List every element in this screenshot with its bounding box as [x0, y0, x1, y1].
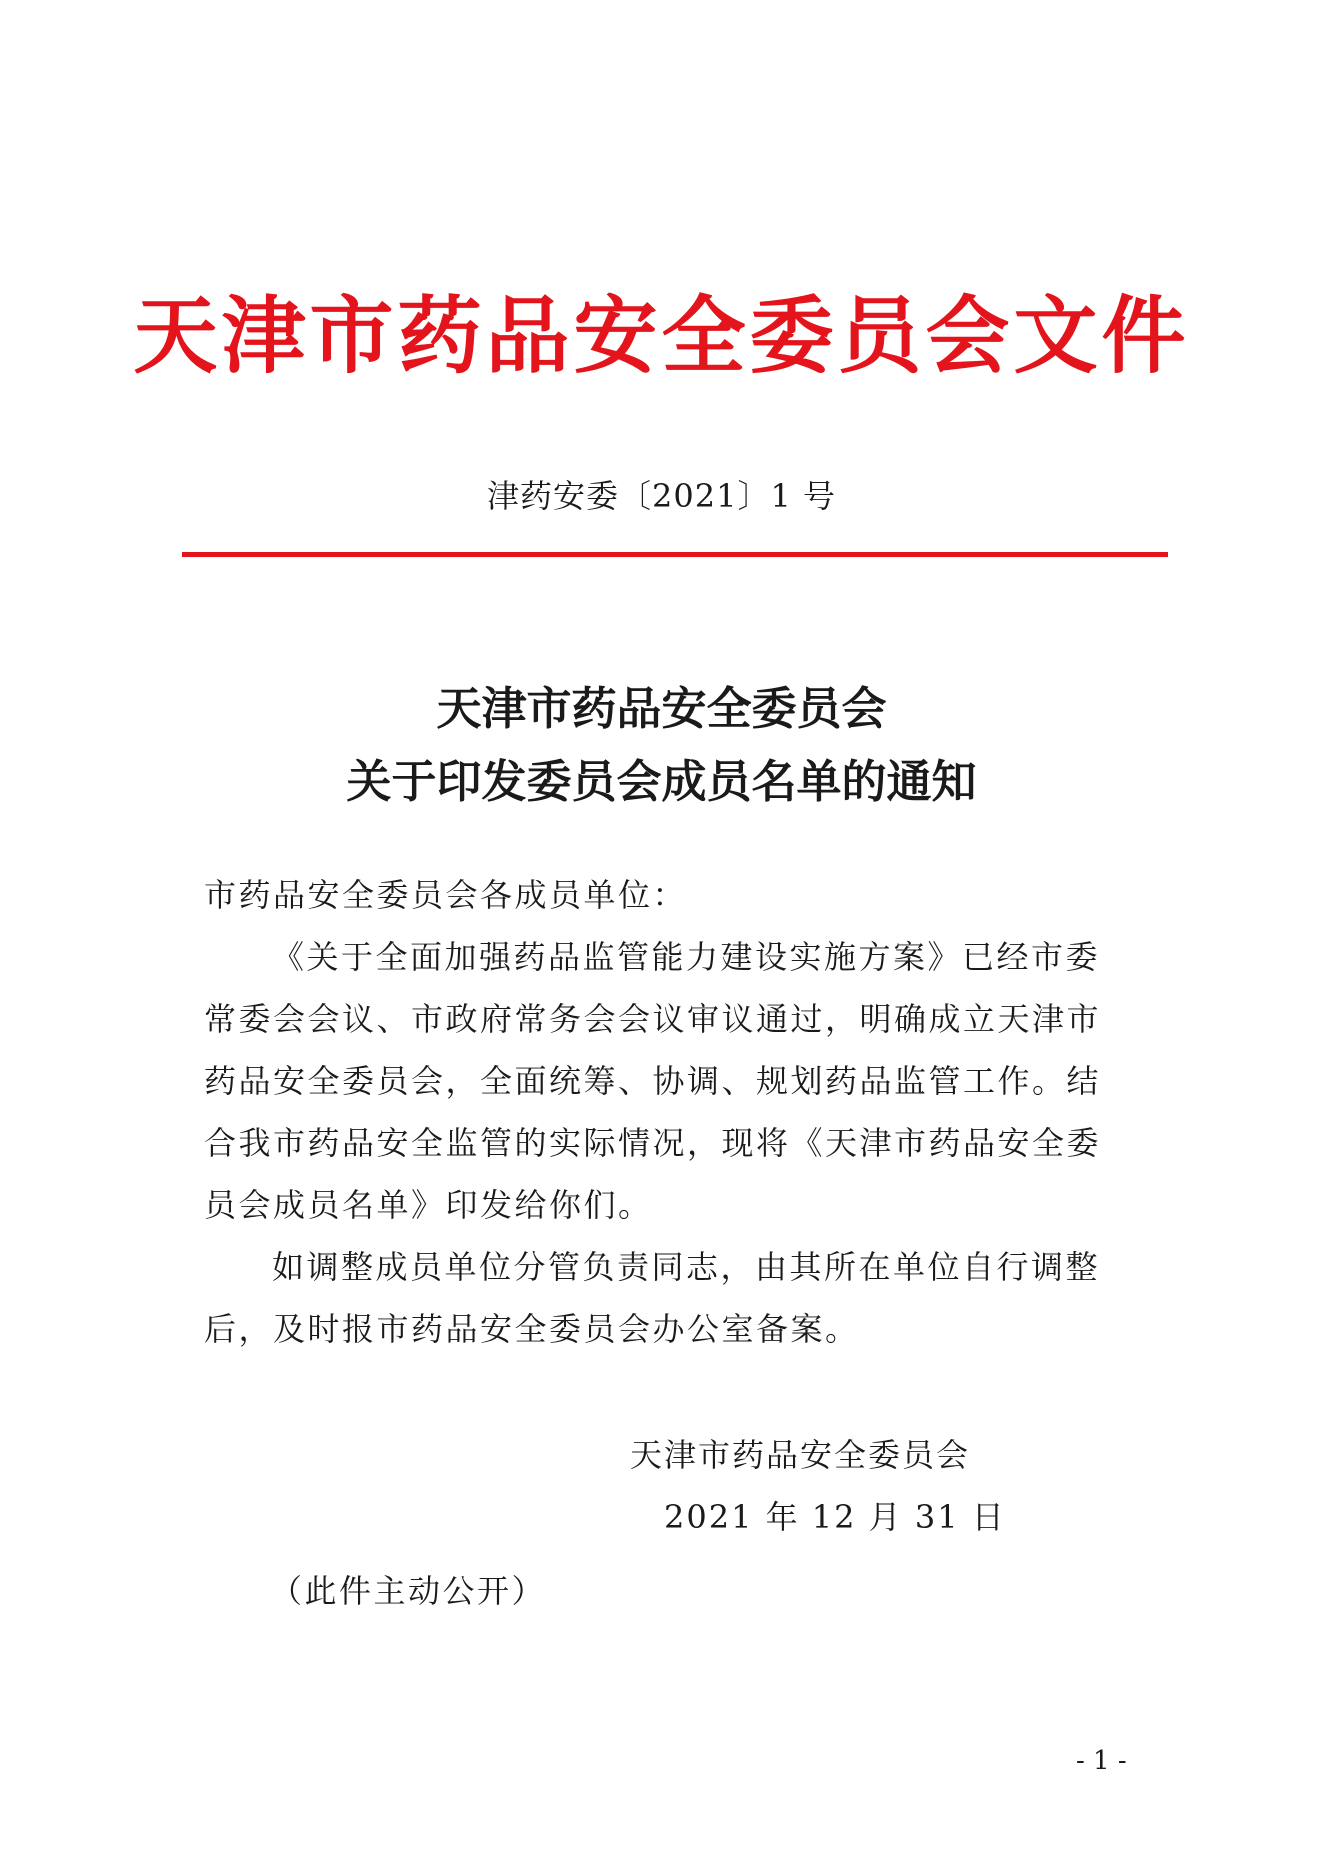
paragraph2-line-2: 后，及时报市药品安全委员会办公室备案。 — [204, 1310, 860, 1348]
signature-issuer: 天津市药品安全委员会 — [630, 1436, 971, 1474]
red-divider-line — [182, 552, 1168, 557]
paragraph1-line-3: 药品安全委员会，全面统筹、协调、规划药品监管工作。结 — [204, 1062, 1102, 1100]
paragraph1-line-4: 合我市药品安全监管的实际情况，现将《天津市药品安全委 — [204, 1124, 1102, 1162]
document-number: 津药安委〔2021〕1 号 — [487, 477, 836, 515]
notice-title-line-2: 关于印发委员会成员名单的通知 — [346, 755, 977, 808]
paragraph1-line-1: 《关于全面加强药品监管能力建设实施方案》已经市委 — [272, 938, 1101, 976]
disclosure-note: （此件主动公开） — [270, 1572, 547, 1610]
notice-title-line-1: 天津市药品安全委员会 — [436, 682, 887, 735]
document-header-title: 天津市药品安全委员会文件 — [133, 287, 1190, 385]
paragraph2-line-1: 如调整成员单位分管负责同志，由其所在单位自行调整 — [272, 1248, 1101, 1286]
page-number: - 1 - — [1076, 1746, 1127, 1776]
signature-date: 2021 年 12 月 31 日 — [664, 1498, 1006, 1536]
salutation: 市药品安全委员会各成员单位： — [204, 876, 688, 914]
paragraph1-line-5: 员会成员名单》印发给你们。 — [204, 1186, 653, 1224]
paragraph1-line-2: 常委会会议、市政府常务会会议审议通过，明确成立天津市 — [204, 1000, 1102, 1038]
